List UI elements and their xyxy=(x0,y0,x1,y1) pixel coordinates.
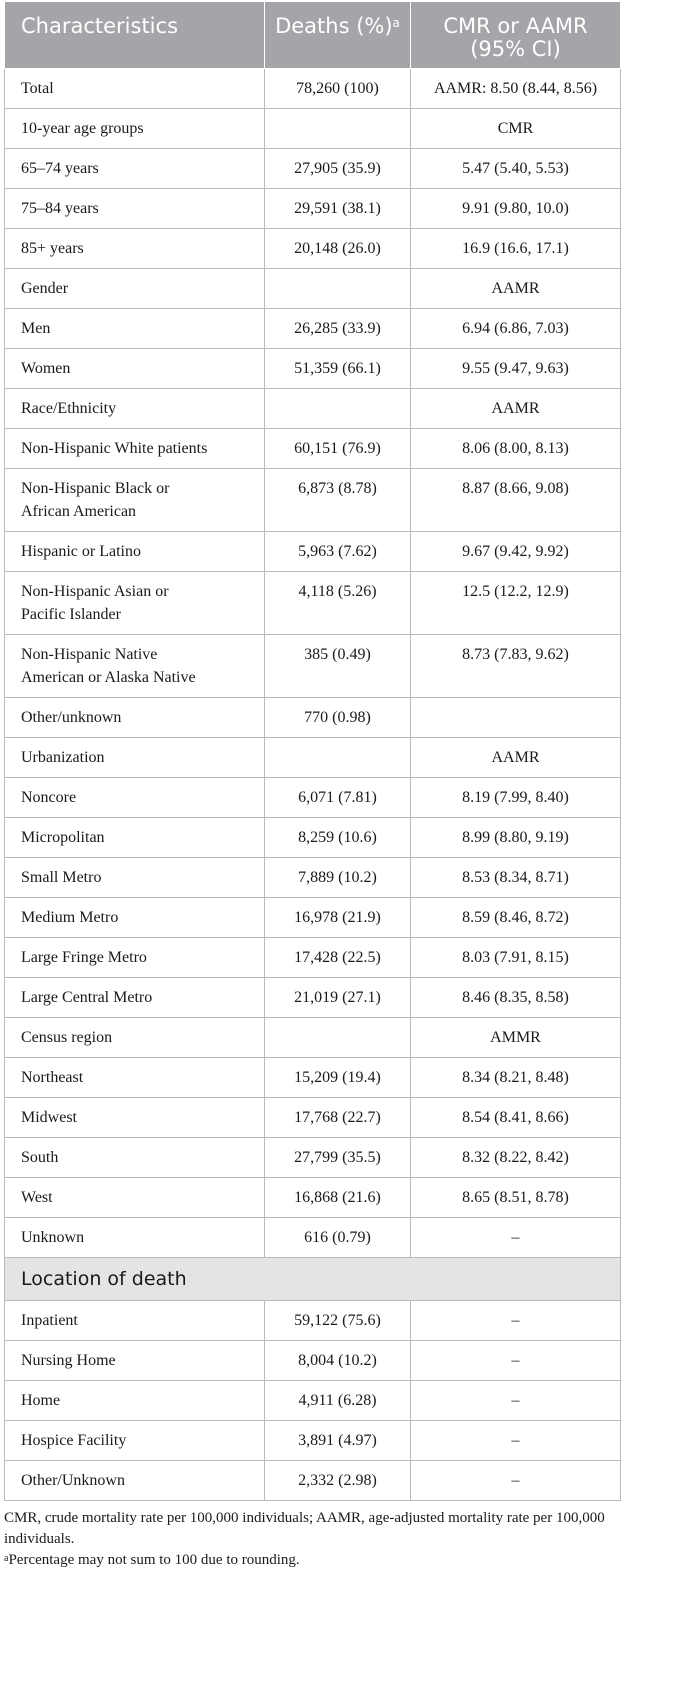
cell-characteristic: Non-Hispanic Asian or Pacific Islander xyxy=(5,572,265,635)
cell-characteristic: Race/Ethnicity xyxy=(5,389,265,429)
cell-deaths xyxy=(265,738,411,778)
cell-characteristic: Census region xyxy=(5,1018,265,1058)
cell-rate: 8.19 (7.99, 8.40) xyxy=(411,778,621,818)
table-row xyxy=(5,1178,621,1218)
cell-rate: 9.67 (9.42, 9.92) xyxy=(411,532,621,572)
cell-rate: AAMR xyxy=(411,269,621,309)
table-row xyxy=(5,1461,621,1501)
cell-deaths: 17,428 (22.5) xyxy=(265,938,411,978)
cell-rate xyxy=(411,698,621,738)
cell-deaths xyxy=(265,1018,411,1058)
cell-rate: 8.59 (8.46, 8.72) xyxy=(411,898,621,938)
cell-characteristic: Midwest xyxy=(5,1098,265,1138)
cell-characteristic: Hospice Facility xyxy=(5,1421,265,1461)
cell-characteristic: Other/Unknown xyxy=(5,1461,265,1501)
cell-characteristic: Women xyxy=(5,349,265,389)
cell-deaths xyxy=(265,269,411,309)
header-characteristics: Characteristics xyxy=(5,2,265,69)
table-row xyxy=(5,532,621,572)
cell-rate: 8.73 (7.83, 9.62) xyxy=(411,635,621,698)
table-row xyxy=(5,1138,621,1178)
table-body xyxy=(5,69,621,1501)
cell-deaths: 4,118 (5.26) xyxy=(265,572,411,635)
table-row xyxy=(5,1018,621,1058)
table-footnotes xyxy=(4,1508,620,1571)
cell-rate: – xyxy=(411,1218,621,1258)
cell-rate: 9.55 (9.47, 9.63) xyxy=(411,349,621,389)
table-row xyxy=(5,1098,621,1138)
cell-characteristic: Nursing Home xyxy=(5,1341,265,1381)
footnote-a-mark: a xyxy=(4,1553,9,1564)
cell-rate: 6.94 (6.86, 7.03) xyxy=(411,309,621,349)
cell-rate: 8.99 (8.80, 9.19) xyxy=(411,818,621,858)
table-row xyxy=(5,572,621,635)
cell-characteristic: Other/unknown xyxy=(5,698,265,738)
cell-rate: 12.5 (12.2, 12.9) xyxy=(411,572,621,635)
cell-deaths: 16,978 (21.9) xyxy=(265,898,411,938)
cell-characteristic: South xyxy=(5,1138,265,1178)
cell-rate: 8.54 (8.41, 8.66) xyxy=(411,1098,621,1138)
cell-rate: 8.65 (8.51, 8.78) xyxy=(411,1178,621,1218)
cell-characteristic: Inpatient xyxy=(5,1301,265,1341)
cell-deaths: 20,148 (26.0) xyxy=(265,229,411,269)
header-deaths-label: Deaths (%) xyxy=(275,14,393,38)
cell-deaths: 6,071 (7.81) xyxy=(265,778,411,818)
section-label: Location of death xyxy=(5,1258,621,1301)
header-rate-line2: (95% CI) xyxy=(470,37,561,61)
cell-deaths: 3,891 (4.97) xyxy=(265,1421,411,1461)
table-row xyxy=(5,69,621,109)
table-row xyxy=(5,1381,621,1421)
cell-rate: 8.03 (7.91, 8.15) xyxy=(411,938,621,978)
header-rate xyxy=(411,2,621,69)
cell-deaths: 17,768 (22.7) xyxy=(265,1098,411,1138)
cell-characteristic: Non-Hispanic Black or African American xyxy=(5,469,265,532)
table-row xyxy=(5,1341,621,1381)
cell-deaths: 16,868 (21.6) xyxy=(265,1178,411,1218)
cell-deaths: 7,889 (10.2) xyxy=(265,858,411,898)
cell-characteristic: 75–84 years xyxy=(5,189,265,229)
table-row xyxy=(5,309,621,349)
cell-rate: 8.34 (8.21, 8.48) xyxy=(411,1058,621,1098)
table-row xyxy=(5,389,621,429)
cell-deaths: 616 (0.79) xyxy=(265,1218,411,1258)
table-row xyxy=(5,469,621,532)
table-row xyxy=(5,858,621,898)
cell-rate: – xyxy=(411,1301,621,1341)
cell-rate: AAMR xyxy=(411,738,621,778)
cell-characteristic: 85+ years xyxy=(5,229,265,269)
cell-rate: 8.53 (8.34, 8.71) xyxy=(411,858,621,898)
table-row xyxy=(5,1421,621,1461)
cell-rate: AAMR: 8.50 (8.44, 8.56) xyxy=(411,69,621,109)
cell-deaths: 385 (0.49) xyxy=(265,635,411,698)
cell-characteristic: West xyxy=(5,1178,265,1218)
cell-rate: AAMR xyxy=(411,389,621,429)
cell-characteristic: Noncore xyxy=(5,778,265,818)
cell-deaths: 29,591 (38.1) xyxy=(265,189,411,229)
cell-deaths: 5,963 (7.62) xyxy=(265,532,411,572)
cell-rate: – xyxy=(411,1461,621,1501)
results-table-container xyxy=(4,1,620,1571)
cell-characteristic: Small Metro xyxy=(5,858,265,898)
table-row xyxy=(5,778,621,818)
cell-deaths: 6,873 (8.78) xyxy=(265,469,411,532)
cell-rate: – xyxy=(411,1381,621,1421)
cell-rate: 8.32 (8.22, 8.42) xyxy=(411,1138,621,1178)
footnote-abbreviations: CMR, crude mortality rate per 100,000 individuals; AAMR, age-adjusted mortality rate per 100,000 individuals. xyxy=(4,1510,605,1547)
table-row xyxy=(5,938,621,978)
table-row xyxy=(5,429,621,469)
cell-rate: AMMR xyxy=(411,1018,621,1058)
table-row xyxy=(5,898,621,938)
cell-rate: 5.47 (5.40, 5.53) xyxy=(411,149,621,189)
cell-deaths: 4,911 (6.28) xyxy=(265,1381,411,1421)
cell-deaths: 27,905 (35.9) xyxy=(265,149,411,189)
cell-characteristic: Non-Hispanic White patients xyxy=(5,429,265,469)
table-row xyxy=(5,635,621,698)
table-row xyxy=(5,189,621,229)
cell-deaths: 15,209 (19.4) xyxy=(265,1058,411,1098)
table-row xyxy=(5,1058,621,1098)
cell-rate: 8.06 (8.00, 8.13) xyxy=(411,429,621,469)
cell-deaths: 59,122 (75.6) xyxy=(265,1301,411,1341)
cell-characteristic: Unknown xyxy=(5,1218,265,1258)
table-row xyxy=(5,1218,621,1258)
cell-characteristic: Large Fringe Metro xyxy=(5,938,265,978)
table-row xyxy=(5,149,621,189)
cell-characteristic: 65–74 years xyxy=(5,149,265,189)
table-row xyxy=(5,698,621,738)
cell-rate: 16.9 (16.6, 17.1) xyxy=(411,229,621,269)
results-table xyxy=(4,1,621,1501)
section-row xyxy=(5,1258,621,1301)
header-rate-line1: CMR or AAMR xyxy=(443,14,588,38)
cell-deaths xyxy=(265,109,411,149)
cell-deaths: 60,151 (76.9) xyxy=(265,429,411,469)
cell-characteristic: Hispanic or Latino xyxy=(5,532,265,572)
cell-characteristic: 10-year age groups xyxy=(5,109,265,149)
table-row xyxy=(5,738,621,778)
cell-characteristic: Home xyxy=(5,1381,265,1421)
cell-deaths: 770 (0.98) xyxy=(265,698,411,738)
cell-deaths: 2,332 (2.98) xyxy=(265,1461,411,1501)
cell-rate: CMR xyxy=(411,109,621,149)
header-deaths xyxy=(265,2,411,69)
table-row xyxy=(5,269,621,309)
table-row xyxy=(5,1301,621,1341)
cell-characteristic: Men xyxy=(5,309,265,349)
table-row xyxy=(5,349,621,389)
table-row xyxy=(5,109,621,149)
cell-rate: – xyxy=(411,1421,621,1461)
cell-deaths: 8,259 (10.6) xyxy=(265,818,411,858)
cell-characteristic: Large Central Metro xyxy=(5,978,265,1018)
cell-deaths: 78,260 (100) xyxy=(265,69,411,109)
cell-deaths: 21,019 (27.1) xyxy=(265,978,411,1018)
cell-characteristic: Urbanization xyxy=(5,738,265,778)
table-header xyxy=(5,2,621,69)
cell-characteristic: Medium Metro xyxy=(5,898,265,938)
cell-characteristic: Micropolitan xyxy=(5,818,265,858)
cell-deaths: 26,285 (33.9) xyxy=(265,309,411,349)
footnote-a xyxy=(4,1550,620,1571)
cell-rate: 8.87 (8.66, 9.08) xyxy=(411,469,621,532)
cell-characteristic: Total xyxy=(5,69,265,109)
footnote-a-text: Percentage may not sum to 100 due to rounding. xyxy=(8,1552,300,1568)
cell-deaths: 51,359 (66.1) xyxy=(265,349,411,389)
cell-characteristic: Gender xyxy=(5,269,265,309)
cell-deaths: 8,004 (10.2) xyxy=(265,1341,411,1381)
cell-deaths xyxy=(265,389,411,429)
cell-characteristic: Non-Hispanic Native American or Alaska Native xyxy=(5,635,265,698)
cell-rate: 8.46 (8.35, 8.58) xyxy=(411,978,621,1018)
cell-rate: – xyxy=(411,1341,621,1381)
cell-deaths: 27,799 (35.5) xyxy=(265,1138,411,1178)
table-row xyxy=(5,978,621,1018)
table-row xyxy=(5,229,621,269)
cell-rate: 9.91 (9.80, 10.0) xyxy=(411,189,621,229)
cell-characteristic: Northeast xyxy=(5,1058,265,1098)
header-deaths-footnote-mark: a xyxy=(392,16,400,30)
table-row xyxy=(5,818,621,858)
